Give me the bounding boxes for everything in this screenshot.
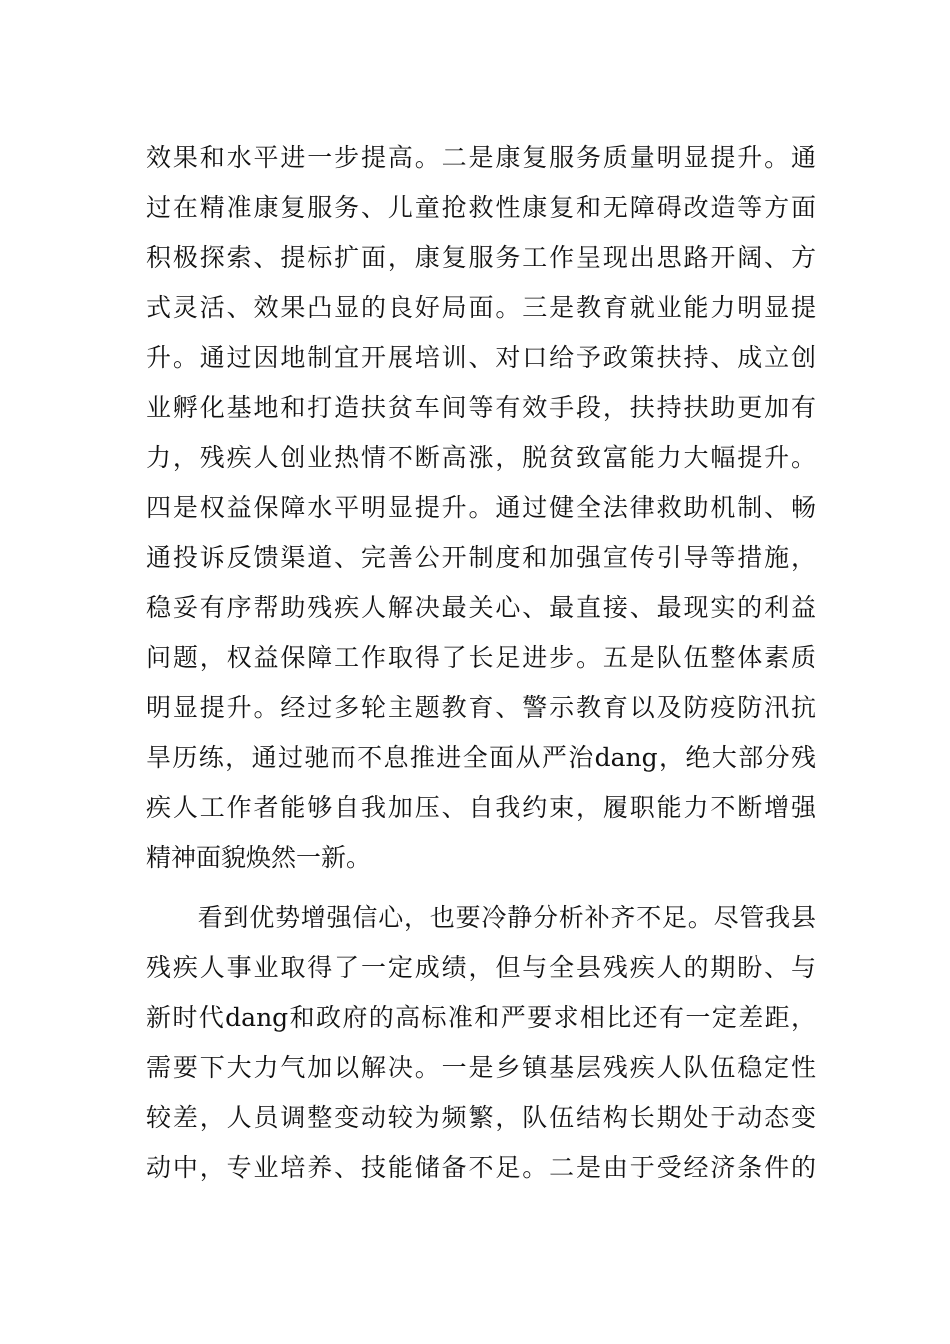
paragraph-line: 通投诉反馈渠道、完善公开制度和加强宣传引导等措施， xyxy=(146,543,816,572)
paragraph-line: 四是权益保障水平明显提升。通过健全法律救助机制、畅 xyxy=(146,493,816,522)
paragraph-1 xyxy=(146,133,816,883)
paragraph-line: 较差，人员调整变动较为频繁，队伍结构长期处于动态变 xyxy=(146,1103,816,1132)
paragraph-line: 升。通过因地制宜开展培训、对口给予政策扶持、成立创 xyxy=(146,343,816,372)
paragraph-line: 需要下大力气加以解决。一是乡镇基层残疾人队伍稳定性 xyxy=(146,1053,816,1082)
paragraph-line: 看到优势增强信心，也要冷静分析补齐不足。尽管我县 xyxy=(146,903,816,932)
paragraph-line: 业孵化基地和打造扶贫车间等有效手段，扶持扶助更加有 xyxy=(146,393,816,422)
paragraph-line: 问题，权益保障工作取得了长足进步。五是队伍整体素质 xyxy=(146,643,816,672)
paragraph-line: 精神面貌焕然一新。 xyxy=(146,843,372,872)
paragraph-line: 动中，专业培养、技能储备不足。二是由于受经济条件的 xyxy=(146,1153,816,1182)
paragraph-line: 力，残疾人创业热情不断高涨，脱贫致富能力大幅提升。 xyxy=(146,443,816,472)
paragraph-line: 过在精准康复服务、儿童抢救性康复和无障碍改造等方面 xyxy=(146,193,816,222)
paragraph-line: 旱历练，通过驰而不息推进全面从严治dang，绝大部分残 xyxy=(146,743,816,772)
paragraph-line: 明显提升。经过多轮主题教育、警示教育以及防疫防汛抗 xyxy=(146,693,816,722)
paragraph-line: 残疾人事业取得了一定成绩，但与全县残疾人的期盼、与 xyxy=(146,953,816,982)
paragraph-line: 新时代dang和政府的高标准和严要求相比还有一定差距， xyxy=(146,1003,816,1032)
paragraph-line: 疾人工作者能够自我加压、自我约束，履职能力不断增强 xyxy=(146,793,816,822)
paragraph-2 xyxy=(146,893,816,1193)
paragraph-line: 式灵活、效果凸显的良好局面。三是教育就业能力明显提 xyxy=(146,293,816,322)
paragraph-line: 积极探索、提标扩面，康复服务工作呈现出思路开阔、方 xyxy=(146,243,816,272)
paragraph-line: 稳妥有序帮助残疾人解决最关心、最直接、最现实的利益 xyxy=(146,593,816,622)
paragraph-line: 效果和水平进一步提高。二是康复服务质量明显提升。通 xyxy=(146,143,816,172)
